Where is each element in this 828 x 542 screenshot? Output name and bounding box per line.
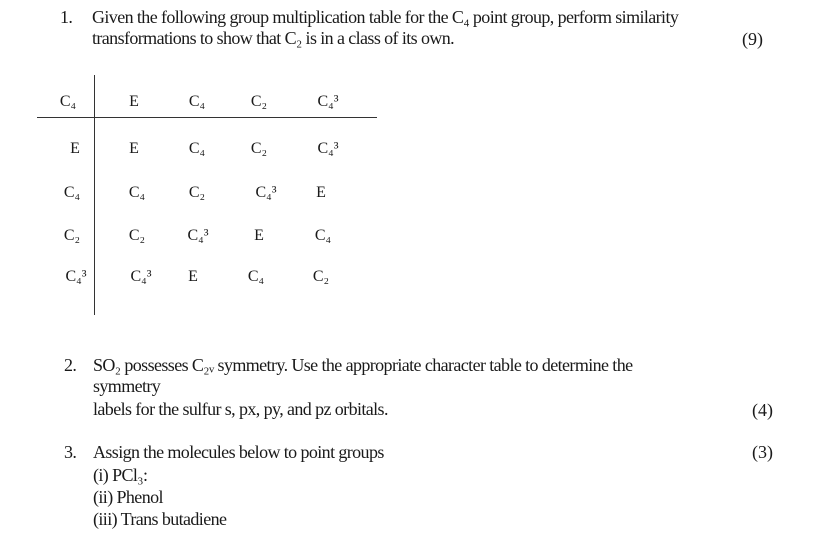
table-cell: E [129, 140, 139, 157]
table-cell: E [316, 184, 326, 201]
table-cell: E [188, 268, 198, 285]
q1-line1: Given the following group multiplication table for the C₄ point group, perform similarity [92, 7, 679, 27]
q1-marks: (9) [742, 29, 763, 49]
table-cell: C₂ [250, 140, 268, 157]
table-cell: C₄³ [317, 140, 339, 157]
q3-number: 3. [64, 442, 77, 462]
table-header-cell: C₄³ [317, 93, 339, 110]
table-header-cell: C₂ [250, 93, 268, 110]
table-cell: C₂ [312, 268, 330, 285]
table-row-label: C₂ [63, 227, 81, 244]
table-header-cell: C₄ [188, 93, 206, 110]
table-header-cell: C₄ [59, 93, 77, 110]
table-row-label: C₄ [63, 184, 81, 201]
q3-line1: Assign the molecules below to point groups [93, 442, 384, 462]
q1-line2: transformations to show that C₂ is in a class of its own. [92, 28, 455, 48]
q2-marks: (4) [752, 400, 773, 420]
q3-marks: (3) [752, 442, 773, 462]
q3-item: (i) PCl₃: [93, 465, 148, 485]
table-cell: C₄ [188, 140, 206, 157]
table-cell: C₄³ [255, 184, 277, 201]
q2-line3: labels for the sulfur s, px, py, and pz orbitals. [93, 399, 388, 419]
table-cell: C₂ [188, 184, 206, 201]
table-cell: C₂ [128, 227, 146, 244]
table-row-label: C₄³ [65, 268, 87, 285]
q2-number: 2. [64, 355, 77, 375]
table-cell: C₄³ [187, 227, 209, 244]
table-header-cell: E [129, 93, 139, 110]
table-cell: C₄ [128, 184, 146, 201]
table-cell: E [254, 227, 264, 244]
table-cell: C₄ [314, 227, 332, 244]
q2-line2: symmetry [93, 376, 161, 396]
table-cell: C₄³ [130, 268, 152, 285]
table-row-label: E [70, 140, 80, 157]
table-horizontal-divider [37, 117, 377, 118]
table-cell: C₄ [247, 268, 265, 285]
q2-line1: SO₂ possesses C₂ᵥ symmetry. Use the appropriate character table to determine the [93, 355, 633, 375]
q3-item: (ii) Phenol [93, 487, 163, 507]
q3-item: (iii) Trans butadiene [93, 509, 227, 529]
q1-number: 1. [60, 7, 73, 27]
